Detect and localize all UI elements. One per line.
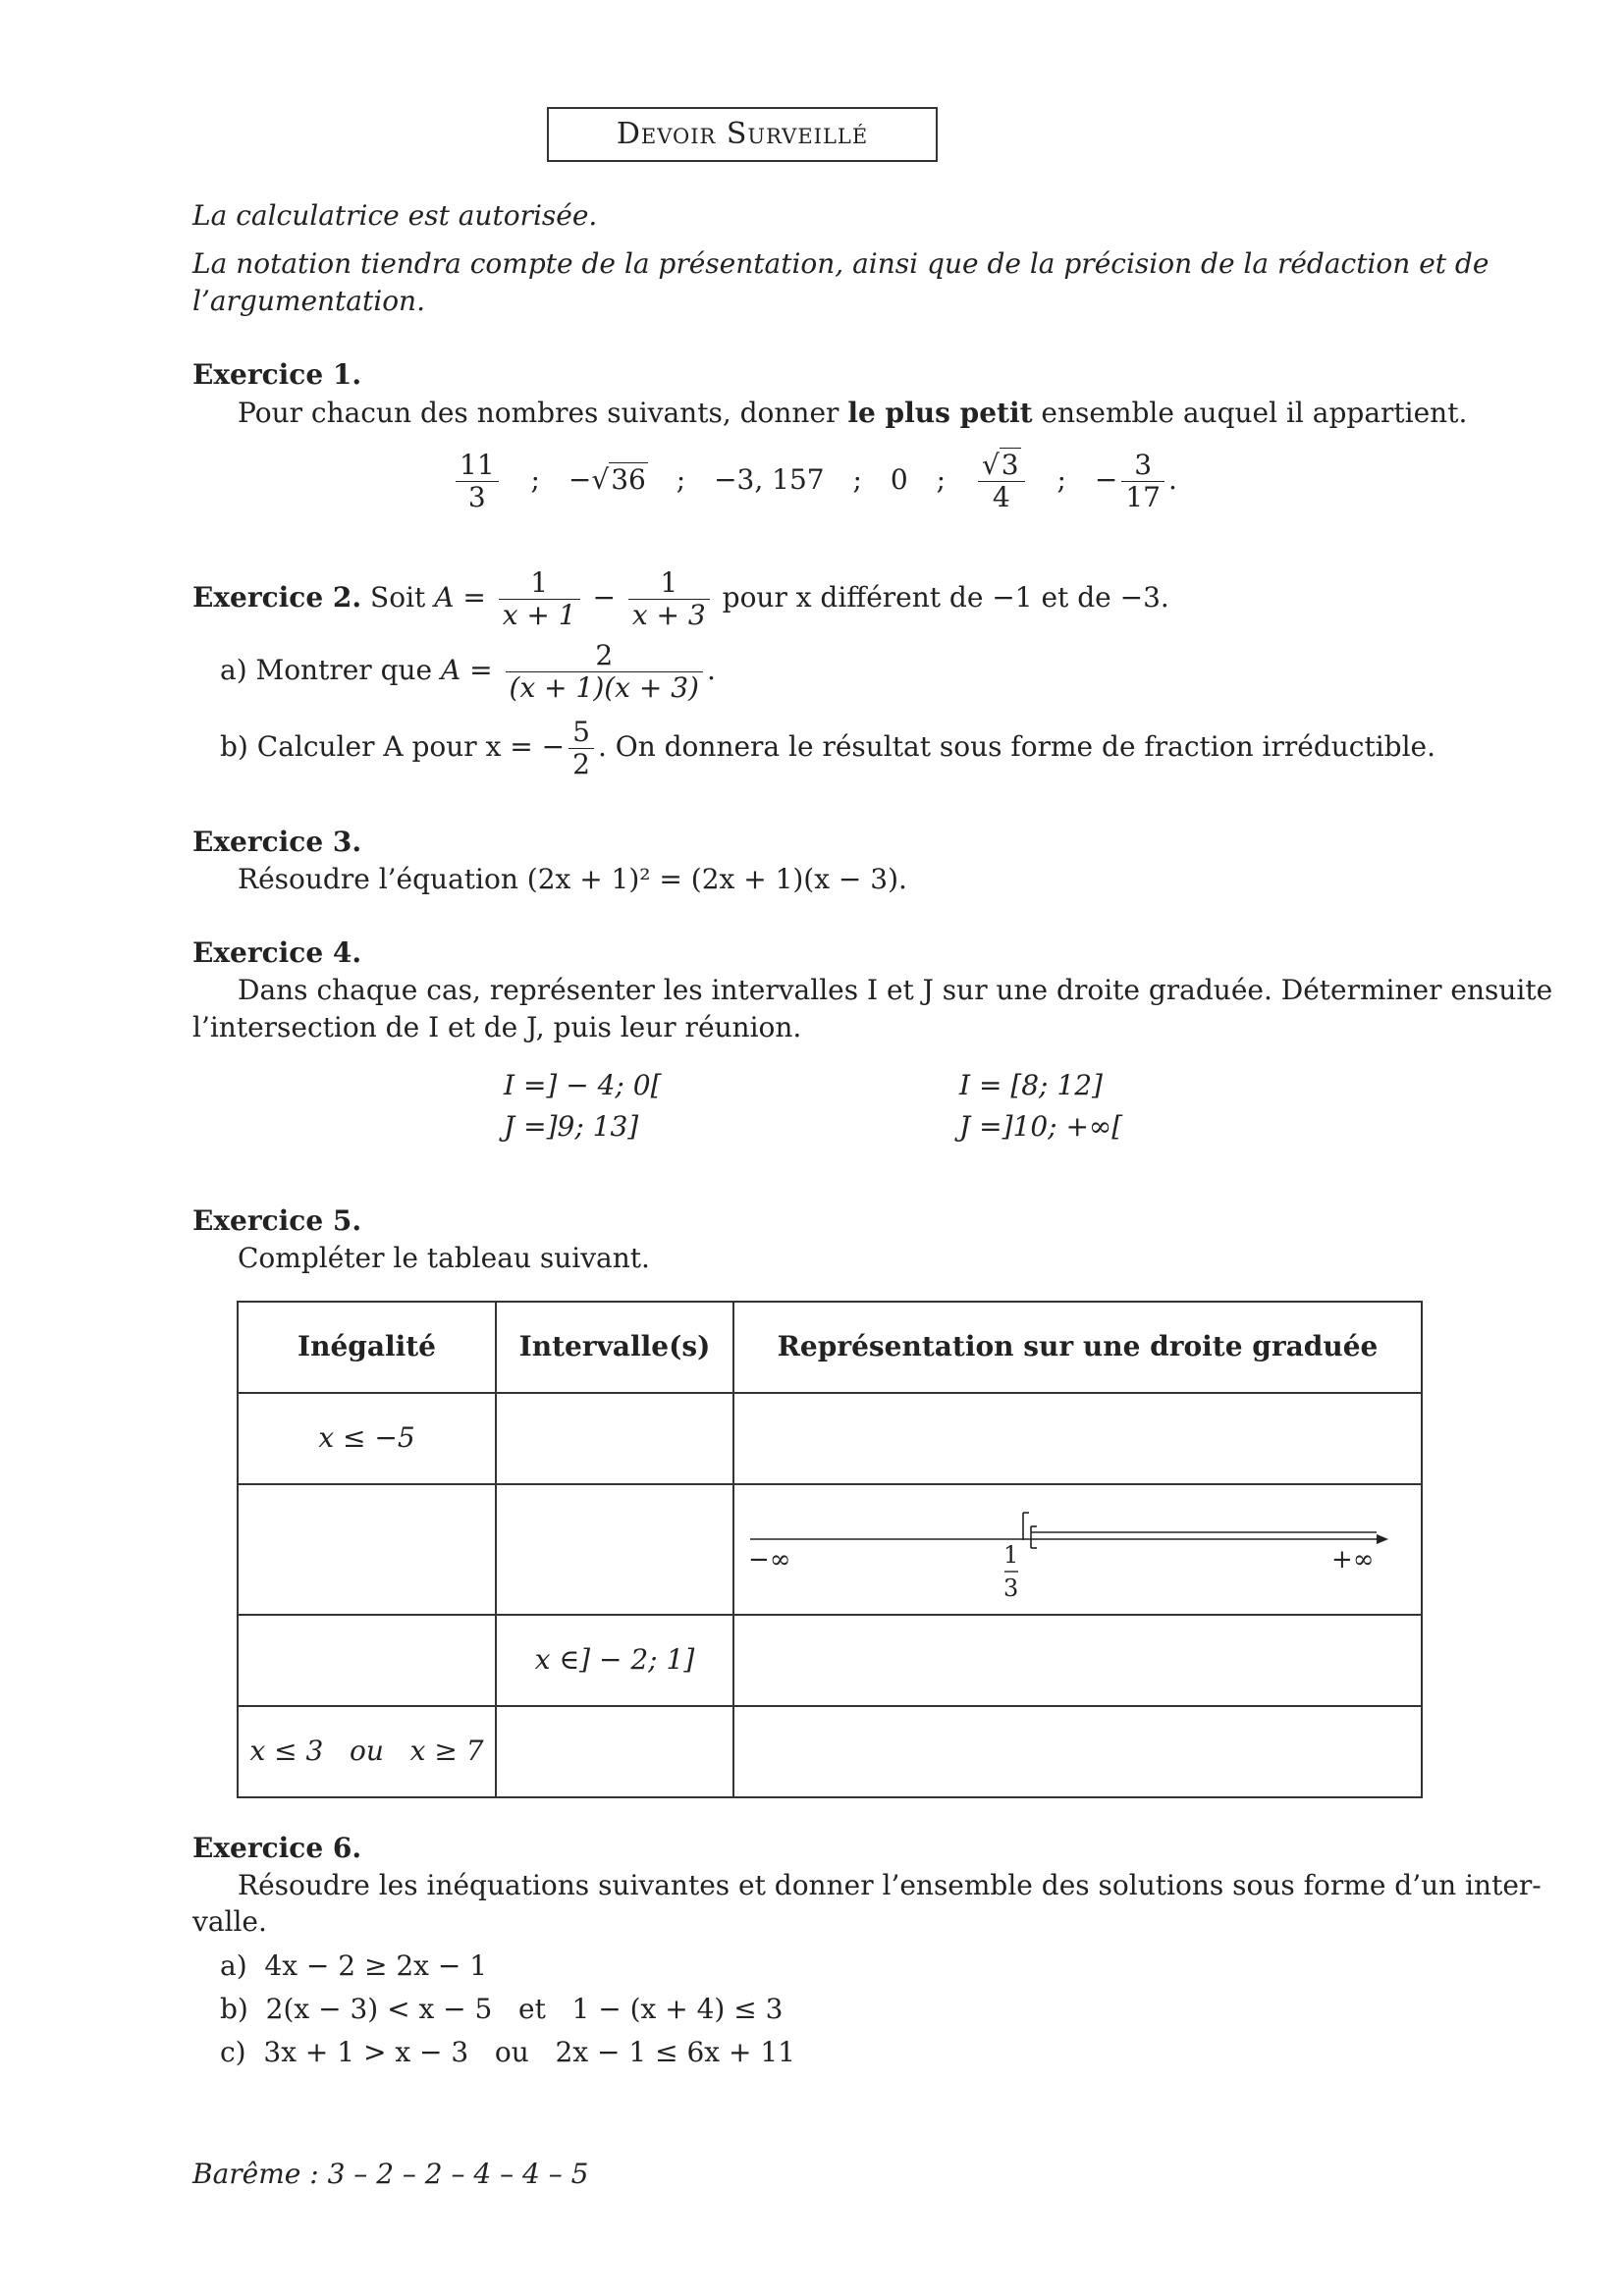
exercise-6-title: Exercice 6. [192, 1832, 362, 1864]
intro-line-2: La notation tiendra compte de la présentation, ainsi que de la précision de la rédaction et de [192, 247, 1489, 280]
cell-empty [733, 1706, 1422, 1797]
cell-empty [238, 1484, 496, 1615]
header-representation: Représentation sur une droite graduée [733, 1302, 1422, 1393]
number-line-graphic [734, 1485, 1422, 1614]
exercise-6-line-2: valle. [192, 1905, 267, 1938]
table-row [238, 1706, 1422, 1797]
exercise-6-a: a) 4x − 2 ≥ 2x − 1 [220, 1949, 488, 1982]
exercise-5-title: Exercice 5. [192, 1204, 362, 1237]
exercise-5-table [237, 1301, 1423, 1798]
number-fraction: $\frac{11}{3}$ [456, 450, 499, 513]
bareme: Barême : 3 – 2 – 2 – 4 – 4 – 5 [192, 2158, 589, 2190]
exercise-5-statement: Compléter le tableau suivant. [238, 1242, 650, 1274]
exercise-4-title: Exercice 4. [192, 936, 362, 969]
exercise-1-statement: Pour chacun des nombres suivants, donner le plus petit ensemble auquel il appartient. [238, 397, 1468, 429]
interval-i2: I = [8; 12] [959, 1069, 1103, 1101]
header-inegalite: Inégalité [238, 1302, 496, 1393]
number-sqrt-fraction: $\frac{√3}{4}$ [978, 450, 1025, 513]
exercise-2-a: a) Montrer que A = $\frac{2}{(x + 1)(x + 3)}$ . [220, 639, 716, 705]
exercise-2-line: Exercice 2. Soit A = $\frac{1}{x + 1}$ − $\frac{1}{x + 3}$ pour x différent de −1 et de −3. [192, 566, 1169, 632]
cell-interval: x ∈] − 2; 1] [496, 1615, 733, 1706]
interval-j1: J =]9; 13] [504, 1110, 639, 1143]
number-decimal: −3, 157 [714, 463, 825, 497]
table-row [238, 1615, 1422, 1706]
cell-empty [733, 1393, 1422, 1484]
cell-inequality: x ≤ 3 ou x ≥ 7 [238, 1706, 496, 1797]
table-row [238, 1484, 1422, 1615]
mark-denominator: 3 [1003, 1575, 1019, 1602]
exercise-3-statement: Résoudre l’équation (2x + 1)² = (2x + 1)(x − 3). [238, 863, 907, 895]
cell-empty [496, 1393, 733, 1484]
cell-empty [496, 1484, 733, 1615]
plus-infinity-label: +∞ [1331, 1545, 1375, 1575]
table-row [238, 1393, 1422, 1484]
cell-number-line [733, 1484, 1422, 1615]
exercise-2-b: b) Calculer A pour x = − $\frac{5}{2}$ . On donnera le résultat sous forme de fraction irréductible. [220, 716, 1436, 781]
exercise-3-title: Exercice 3. [192, 826, 362, 858]
exercise-4-line-2: l’intersection de I et de J, puis leur réunion. [192, 1011, 802, 1043]
arrow-head-icon [1377, 1534, 1388, 1544]
cell-inequality: x ≤ −5 [238, 1393, 496, 1484]
minus-infinity-label: −∞ [748, 1545, 791, 1575]
exercise-1-numbers: $\frac{11}{3}$ ; −√36 ; −3, 157 ; 0 ; $\frac{√3}{4}$ ; − $\frac{3}{17}$ . [452, 450, 1177, 513]
interval-j2: J =]10; +∞[ [959, 1110, 1123, 1143]
table-header-row [238, 1302, 1422, 1393]
page-title: Devoir Surveillé [547, 107, 938, 162]
exercise-6-c: c) 3x + 1 > x − 3 ou 2x − 1 ≤ 6x + 11 [220, 2036, 795, 2068]
exercise-6-b: b) 2(x − 3) < x − 5 et 1 − (x + 4) ≤ 3 [220, 1993, 784, 2025]
number-negative-fraction: − $\frac{3}{17}$ . [1094, 449, 1177, 514]
exercise-1-title: Exercice 1. [192, 358, 362, 391]
header-intervalles: Intervalle(s) [496, 1302, 733, 1393]
cell-empty [238, 1615, 496, 1706]
interval-i1: I =] − 4; 0[ [504, 1069, 662, 1101]
number-zero: 0 [890, 463, 908, 497]
intro-line-3: l’argumentation. [192, 285, 425, 317]
cell-empty [733, 1615, 1422, 1706]
cell-empty [496, 1706, 733, 1797]
exercise-4-line-1: Dans chaque cas, représenter les intervalles I et J sur une droite graduée. Déterminer ensuite [238, 974, 1553, 1006]
number-sqrt: −√36 [568, 463, 646, 497]
exercise-6-line-1: Résoudre les inéquations suivantes et donner l’ensemble des solutions sous forme d’un inter- [238, 1869, 1542, 1901]
intro-line-1: La calculatrice est autorisée. [192, 199, 598, 232]
mark-numerator: 1 [1003, 1541, 1019, 1569]
